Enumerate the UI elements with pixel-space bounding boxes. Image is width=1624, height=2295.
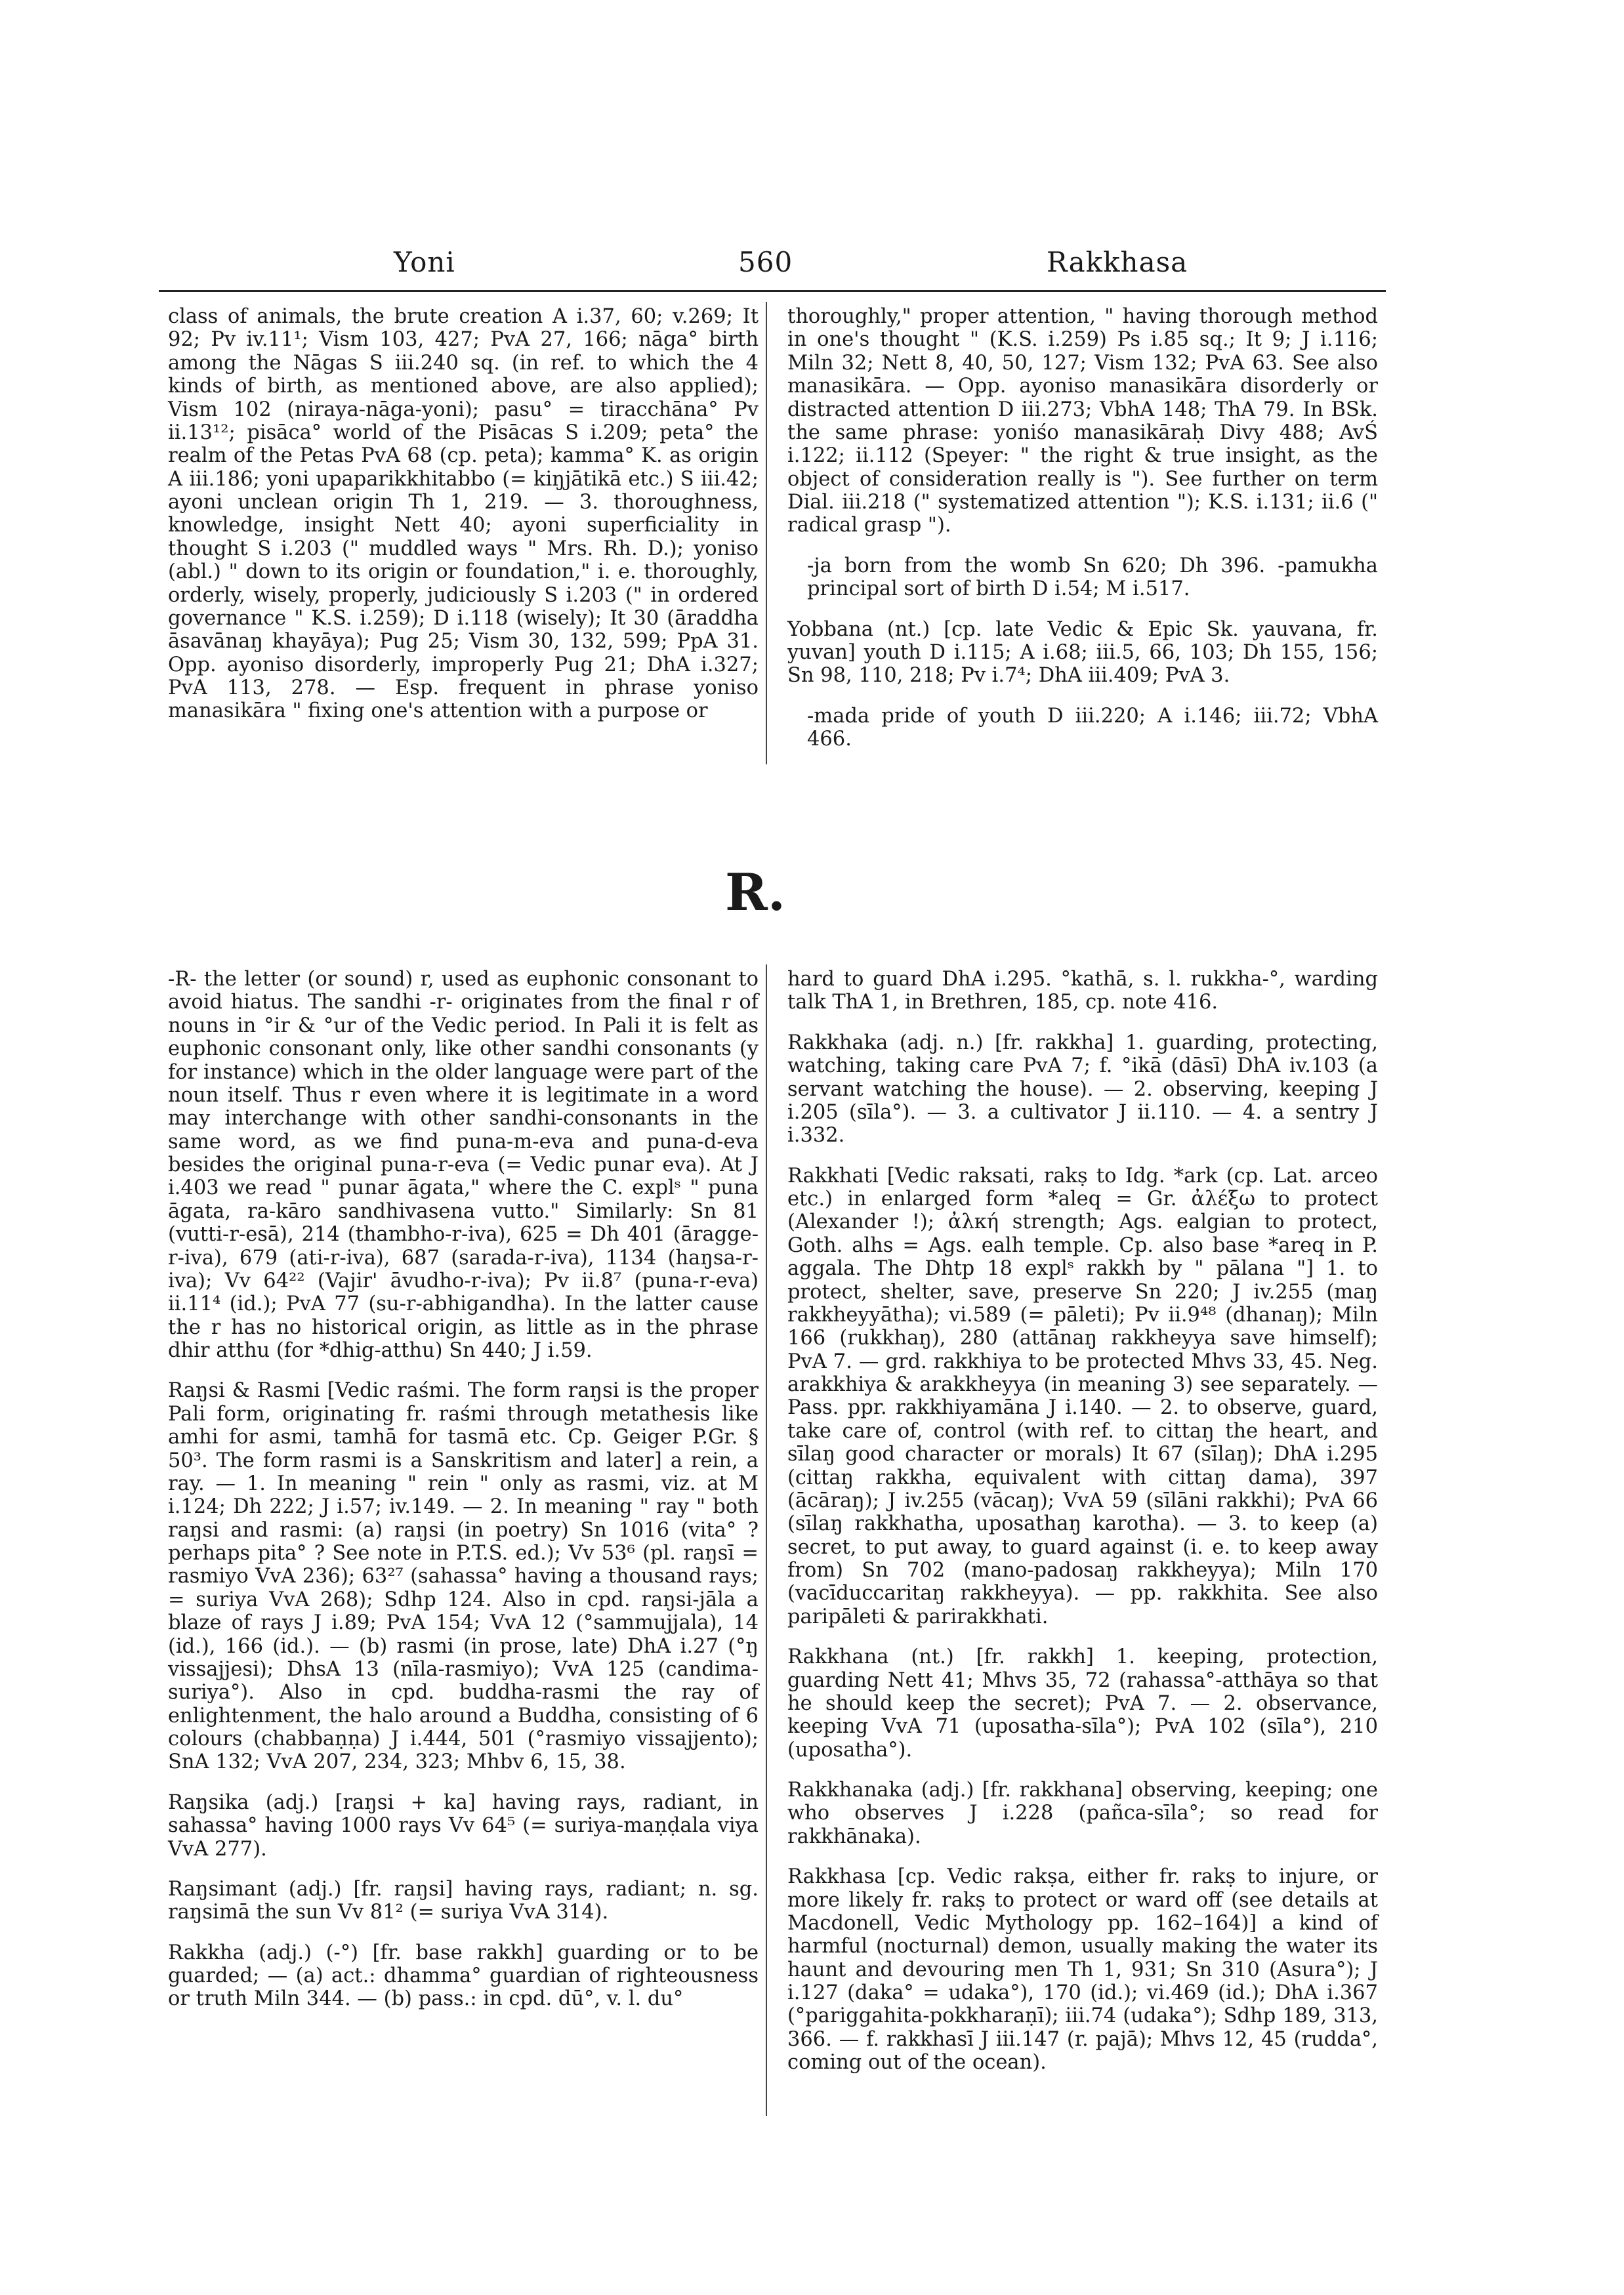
bottom-left-column [168,968,759,2028]
entry-rakkhaka: Rakkhaka (adj. n.) [fr. rakkha] 1. guarding, protecting, watching, taking care PvA 7; f. °ikā (dāsī) DhA iv.103 (a servant watching the house). — 2. observing, keeping J i.205 (sīla°). — 3. a cultivator J ii.110. — 4. a sentry J i.332. [787,1031,1378,1148]
top-right-column [787,305,1378,768]
column-divider-bottom [766,964,767,2116]
entry-ransi: Raŋsi & Rasmi [Vedic raśmi. The form raŋsi is the proper Pali form, originating fr. raśmi through metathesis like amhi for asmi, tamhā for tasmā etc. Cp. Geiger P.Gr. § 50³. The form rasmi is a Sanskritism and later] a rein, a ray. — 1. In meaning " rein " only as rasmi, viz. at M i.124; Dh 222; J i.57; iv.149. — 2. In meaning " ray " both raŋsi and rasmi: (a) raŋsi (in poetry) Sn 1016 (vita° ? perhaps pita° ? See note in P.T.S. ed.); Vv 53⁶ (pl. raŋsī = rasmiyo VvA 236); 63²⁷ (sahassa° having a thousand rays; = suriya VvA 268); Sdhp 124. Also in cpd. raŋsi-jāla a blaze of rays J i.89; PvA 154; VvA 12 (°sammujjala), 14 (id.), 166 (id.). — (b) rasmi (in prose, late) DhA i.27 (°ŋ vissajjesi); DhsA 13 (nīla-rasmiyo); VvA 125 (candima-suriya°). Also in cpd. buddha-rasmi the ray of enlightenment, the halo around a Buddha, consisting of 6 colours (chabbaṇṇa) J i.444, 501 (°rasmiyo vissajjento); SnA 132; VvA 207, 234, 323; Mhbv 6, 15, 38. [168,1379,759,1774]
entry-rakkha-continuation: hard to guard DhA i.295. °kathā, s. l. rukkha-°, warding talk ThA 1, in Brethren, 185, cp. note 416. [787,968,1378,1014]
entry-rakkhana: Rakkhana (nt.) [fr. rakkh] 1. keeping, protection, guarding Nett 41; Mhvs 35, 72 (rahassa°-atthāya so that he should keep the secret); PvA 7. — 2. observance, keeping VvA 71 (uposatha-sīla°); PvA 102 (sīla°), 210 (uposatha°). [787,1645,1378,1762]
section-letter: R. [725,863,785,922]
running-head-left: Yoni [394,246,455,278]
subentry-mada: -mada pride of youth D iii.220; A i.146; iii.72; VbhA 466. [807,704,1378,751]
entry-r: -R- the letter (or sound) r, used as euphonic consonant to avoid hiatus. The sandhi -r- originates from the final r of nouns in °ir & °ur of the Vedic period. In Pali it is felt as euphonic consonant only, like other sandhi consonants (y for instance) which in the older language were part of the noun itself. Thus r even where it is legitimate in a word may interchange with other sandhi-consonants in the same word, as we find puna-m-eva and puna-d-eva besides the original puna-r-eva (= Vedic punar eva). At J i.403 we read " punar āgata," where the C. explˢ " puna āgata, ra-kāro sandhivasena vutto." Similarly: Sn 81 (vutti-r-esā), 214 (thambho-r-iva), 625 = Dh 401 (āragge-r-iva), 679 (ati-r-iva), 687 (sarada-r-iva), 1134 (haŋsa-r-iva); Vv 64²² (Vajir' āvudho-r-iva); Pv ii.8⁷ (puna-r-eva) ii.11⁴ (id.); PvA 77 (su-r-abhigandha). In the latter cause the r has no historical origin, as little as in the phrase dhir atthu (for *dhig-atthu) Sn 440; J i.59. [168,968,759,1362]
entry-rakkhasa: Rakkhasa [cp. Vedic rakṣa, either fr. rakṣ to injure, or more likely fr. rakṣ to protect or ward off (see details at Macdonell, Vedic Mythology pp. 162–164)] a kind of harmful (nocturnal) demon, usually making the water its haunt and devouring men Th 1, 931; Sn 310 (Asura°); J i.127 (daka° = udaka°), 170 (id.); vi.469 (id.); DhA i.367 (°pariggahita-pokkharaṇī); iii.74 (udaka°); Sdhp 189, 313, 366. — f. rakkhasī J iii.147 (r. pajā); Mhvs 12, 45 (rudda°, coming out of the ocean). [787,1865,1378,2075]
entry-yobbana: Yobbana (nt.) [cp. late Vedic & Epic Sk. yauvana, fr. yuvan] youth D i.115; A i.68; iii.5, 66, 103; Dh 155, 156; Sn 98, 110, 218; Pv i.7⁴; DhA iii.409; PvA 3. [787,617,1378,688]
entry-rakkhanaka: Rakkhanaka (adj.) [fr. rakkhana] observing, keeping; one who observes J i.228 (pañca-sīla°; so read for rakkhānaka). [787,1779,1378,1848]
running-head-right: Rakkhasa [1047,246,1188,278]
entry-yoni-continuation-2: thoroughly," proper attention, " having thorough method in one's thought " (K.S. i.259) Ps i.85 sq.; It 9; J i.116; Miln 32; Nett 8, 40, 50, 127; Vism 132; PvA 63. See also manasikāra. — Opp. ayoniso manasikāra disorderly or distracted attention D iii.273; VbhA 148; ThA 79. In BSk. the same phrase: yoniśo manasikāraḥ Divy 488; AvŚ i.122; ii.112 (Speyer: " the right & true insight, as the object of consideration really is "). See further on term Dial. iii.218 (" systematized attention "); K.S. i.131; ii.6 (" radical grasp "). [787,305,1378,537]
column-divider-top [766,302,767,764]
subentry-ja: -ja born from the womb Sn 620; Dh 396. -pamukha principal sort of birth D i.54; M i.517. [807,554,1378,601]
bottom-right-column [787,968,1378,2092]
entry-rakkhati: Rakkhati [Vedic raksati, rakṣ to Idg. *ark (cp. Lat. arceo etc.) in enlarged form *aleq = Gr. ἀλέξω to protect (Alexander !); ἀλκή strength; Ags. ealgian to protect, Goth. alhs = Ags. ealh temple. Cp. also base *areq in P. aggala. The Dhtp 18 explˢ rakkh by " pālana "] 1. to protect, shelter, save, preserve Sn 220; J iv.255 (maŋ rakkheyyātha); vi.589 (= pāleti); Pv ii.9⁴⁸ (dhanaŋ); Miln 166 (rukkhaŋ), 280 (attānaŋ rakkheyya save himself); PvA 7. — grd. rakkhiya to be protected Mhvs 33, 45. Neg. arakkhiya & arakkheyya (in meaning 3) see separately. — Pass. ppr. rakkhiyamāna J i.140. — 2. to observe, guard, take care of, control (with ref. to cittaŋ the heart, and sīlaŋ good character or morals) It 67 (sīlaŋ); DhA i.295 (cittaŋ rakkha, equivalent with cittaŋ dama), 397 (ācāraŋ); J iv.255 (vācaŋ); VvA 59 (sīlāni rakkhi); PvA 66 (sīlaŋ rakkhatha, uposathaŋ karotha). — 3. to keep (a) secret, to put away, to guard against (i. e. to keep away from) Sn 702 (mano-padosaŋ rakkheyya); Miln 170 (vacīduccaritaŋ rakkheyya). — pp. rakkhita. See also paripāleti & parirakkhati. [787,1164,1378,1628]
entry-ransika: Raŋsika (adj.) [raŋsi + ka] having rays, radiant, in sahassa° having 1000 rays Vv 64⁵ (= suriya-maṇḍala viya VvA 277). [168,1790,759,1861]
page-number: 560 [738,246,793,278]
entry-ransimant: Raŋsimant (adj.) [fr. raŋsi] having rays, radiant; n. sg. raŋsimā the sun Vv 81² (= suriya VvA 314). [168,1877,759,1924]
top-left-column [168,305,759,740]
entry-rakkha: Rakkha (adj.) (-°) [fr. base rakkh] guarding or to be guarded; — (a) act.: dhamma° guardian of righteousness or truth Miln 344. — (b) pass.: in cpd. dū°, v. l. du° [168,1941,759,2011]
entry-yoni-continuation: class of animals, the brute creation A i.37, 60; v.269; It 92; Pv iv.11¹; Vism 103, 427; PvA 27, 166; nāga° birth among the Nāgas S iii.240 sq. (in ref. to which the 4 kinds of birth, as mentioned above, are also applied); Vism 102 (niraya-nāga-yoni); pasu° = tiracchāna° Pv ii.13¹²; pisāca° world of the Pisācas S i.209; peta° the realm of the Petas PvA 68 (cp. peta); kamma° K. as origin A iii.186; yoni upaparikkhitabbo (= kiŋjātikā etc.) S iii.42; ayoni unclean origin Th 1, 219. — 3. thoroughness, knowledge, insight Nett 40; ayoni superficiality in thought S i.203 (" muddled ways " Mrs. Rh. D.); yoniso (abl.) " down to its origin or foundation," i. e. thoroughly, orderly, wisely, properly, judiciously S i.203 (" in ordered governance " K.S. i.259); D i.118 (wisely); It 30 (āraddha āsavānaŋ khayāya); Pug 25; Vism 30, 132, 599; PpA 31. Opp. ayoniso disorderly, improperly Pug 21; DhA i.327; PvA 113, 278. — Esp. frequent in phrase yoniso manasikāra " fixing one's attention with a purpose or [168,305,759,723]
header-rule [159,290,1386,292]
